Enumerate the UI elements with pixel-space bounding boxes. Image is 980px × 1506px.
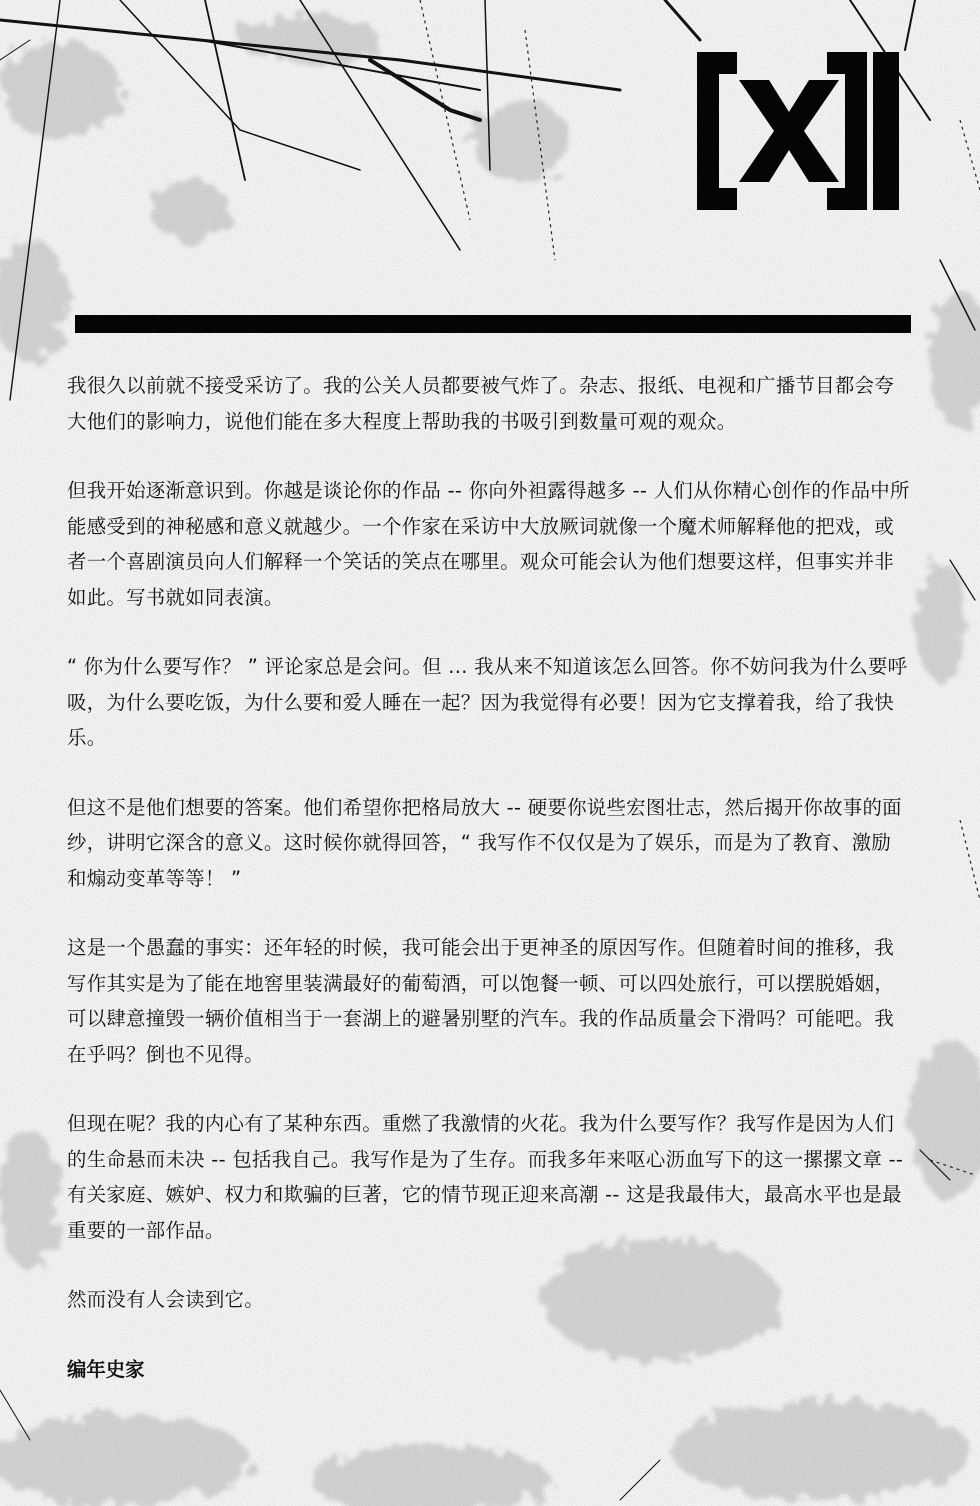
- paragraph-line: 和煽动变革等等！ ”: [67, 866, 242, 890]
- letter-paragraph: [67, 1282, 927, 1318]
- paragraph-line: 但我开始逐渐意识到。你越是谈论你的作品 -- 你向外袒露得越多 -- 人们从你精心创作的作品中所: [67, 479, 910, 502]
- letter-paragraph: [67, 790, 927, 897]
- paragraph-line: 者一个喜剧演员向人们解释一个笑话的笑点在哪里。观众可能会认为他们想要这样，但事实并非: [67, 550, 895, 573]
- letter-paragraph: [67, 473, 927, 615]
- paragraph-line: 有关家庭、嫉妒、权力和欺骗的巨著，它的情节现正迎来高潮 -- 这是我最伟大，最高水平也是最: [67, 1183, 902, 1206]
- paragraph-line: 但现在呢？我的内心有了某种东西。重燃了我激情的火花。我为什么要写作？我写作是因为人们: [67, 1112, 895, 1135]
- paragraph-line: 写作其实是为了能在地窖里装满最好的葡萄酒，可以饱餐一顿、可以四处旅行，可以摆脱婚姻，: [67, 971, 895, 995]
- paragraph-line: 但这不是他们想要的答案。他们希望你把格局放大 -- 硬要你说些宏图壮志，然后揭开你故事的面: [67, 795, 902, 819]
- paragraph-line: 的生命悬而未决 -- 包括我自己。我写作是为了生存。而我多年来呕心沥血写下的这一摞摞文章 --: [67, 1147, 904, 1171]
- header-divider-bar: [75, 315, 911, 333]
- paragraph-line: 这是一个愚蠢的事实：还年轻的时候，我可能会出于更神圣的原因写作。但随着时间的推移，我: [67, 936, 895, 959]
- paragraph-line: 能感受到的神秘感和意义就越少。一个作家在采访中大放厥词就像一个魔术师解释他的把戏，或: [67, 514, 895, 538]
- paragraph-line: 在乎吗？倒也不见得。: [67, 1042, 264, 1066]
- paragraph-line: 然而没有人会读到它。: [67, 1288, 264, 1311]
- paragraph-line: 纱，讲明它深含的意义。这时候你就得回答，“ 我写作不仅仅是为了娱乐，而是为了教育、激励: [67, 831, 892, 854]
- paragraph-line: 如此。写书就如同表演。: [67, 585, 284, 609]
- bracket-x-logo-icon: [697, 52, 899, 210]
- paragraph-line: 重要的一部作品。: [67, 1218, 225, 1242]
- letter-paragraph: [67, 1106, 927, 1248]
- paragraph-line: “ 你为什么要写作？ ” 评论家总是会问。但 ... 我从来不知道该怎么回答。你不妨问我为什么要呼: [67, 655, 908, 678]
- paragraph-line: 乐。: [67, 726, 107, 749]
- letter-paragraph: [67, 368, 927, 439]
- signature: 编年史家: [67, 1357, 145, 1381]
- letter-paragraph: [67, 649, 927, 756]
- paragraph-line: 可以肆意撞毁一辆价值相当于一套湖上的避暑别墅的汽车。我的作品质量会下滑吗？可能吧。我: [67, 1007, 895, 1030]
- paragraph-line: 我很久以前就不接受采访了。我的公关人员都要被气炸了。杂志、报纸、电视和广播节目都会夸: [67, 374, 895, 397]
- paragraph-line: 吸，为什么要吃饭，为什么要和爱人睡在一起？因为我觉得有必要！因为它支撑着我，给了我快: [67, 690, 895, 714]
- paragraph-line: 大他们的影响力，说他们能在多大程度上帮助我的书吸引到数量可观的观众。: [67, 409, 737, 433]
- letter-body: [67, 368, 927, 1387]
- letter-paragraph: [67, 930, 927, 1072]
